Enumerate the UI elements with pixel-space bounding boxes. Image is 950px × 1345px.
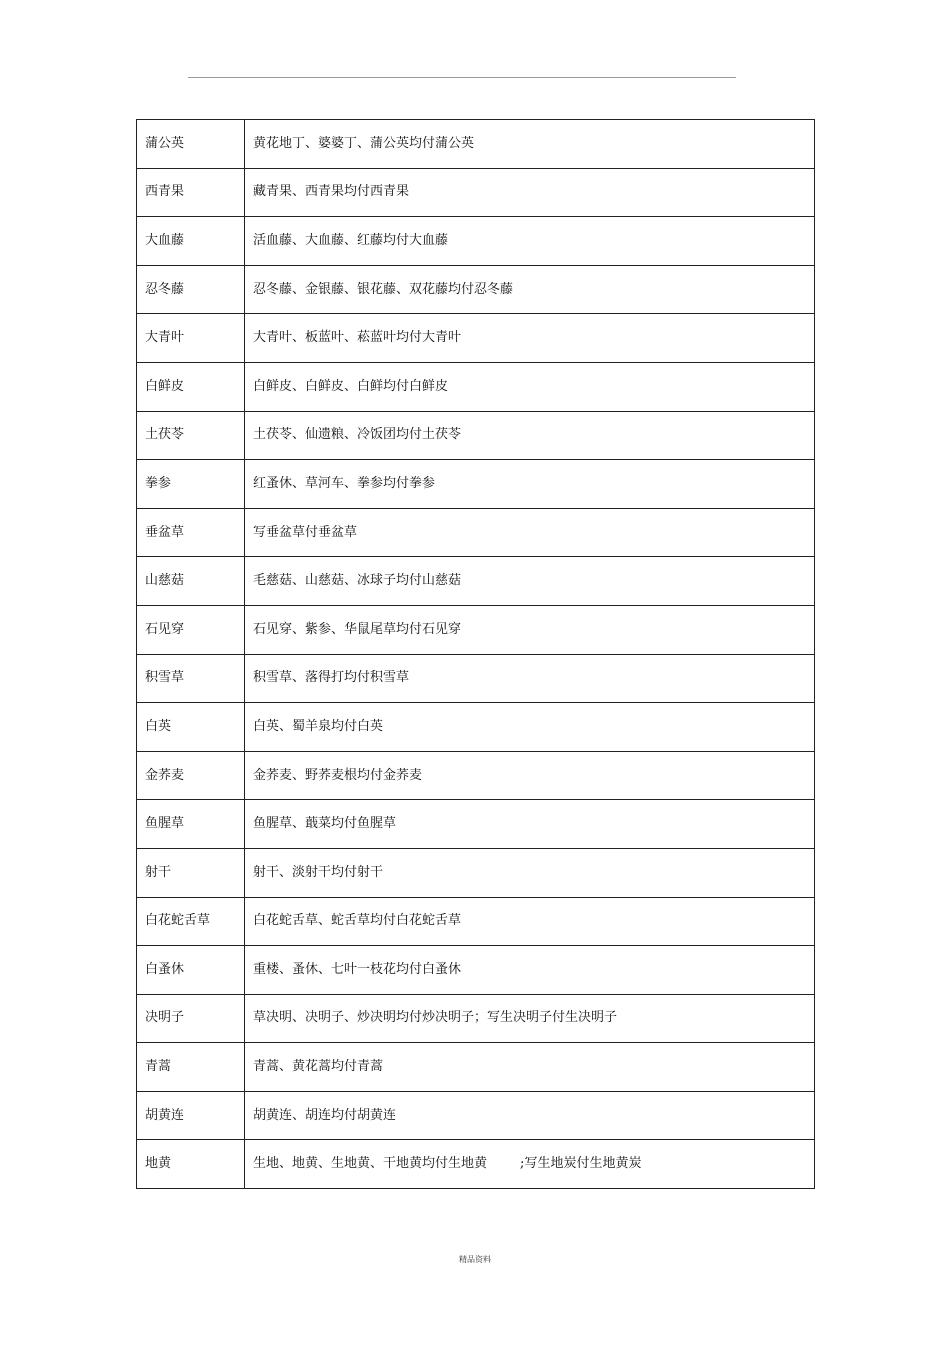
table-row [137, 605, 815, 654]
herb-substitution-cell: 白鲜皮、白鲜皮、白鲜均付白鲜皮 [245, 362, 815, 411]
table-row [137, 1091, 815, 1140]
herb-table-body [137, 120, 815, 1189]
herb-name-cell: 白花蛇舌草 [137, 897, 245, 946]
herb-substitution-cell: 活血藤、大血藤、红藤均付大血藤 [245, 217, 815, 266]
herb-substitution-cell: 大青叶、板蓝叶、菘蓝叶均付大青叶 [245, 314, 815, 363]
herb-name-cell: 西青果 [137, 168, 245, 217]
herb-name-cell: 决明子 [137, 994, 245, 1043]
herb-name-cell: 垂盆草 [137, 508, 245, 557]
table-row [137, 1140, 815, 1189]
herb-substitution-cell: 积雪草、落得打均付积雪草 [245, 654, 815, 703]
herb-substitution-cell: 石见穿、紫参、华鼠尾草均付石见穿 [245, 605, 815, 654]
herb-name-cell: 拳参 [137, 460, 245, 509]
herb-name-cell: 大血藤 [137, 217, 245, 266]
table-row [137, 994, 815, 1043]
herb-name-cell: 地黄 [137, 1140, 245, 1189]
table-row [137, 703, 815, 752]
herb-table [136, 119, 815, 1189]
header-rule [188, 77, 736, 78]
table-row [137, 508, 815, 557]
herb-substitution-cell: 鱼腥草、蕺菜均付鱼腥草 [245, 800, 815, 849]
herb-substitution-cell: 藏青果、西青果均付西青果 [245, 168, 815, 217]
herb-substitution-cell: 黄花地丁、婆婆丁、蒲公英均付蒲公英 [245, 120, 815, 169]
herb-name-cell: 积雪草 [137, 654, 245, 703]
table-row [137, 168, 815, 217]
herb-name-cell: 白蚤休 [137, 946, 245, 995]
herb-substitution-cell: 草决明、决明子、炒决明均付炒决明子；写生决明子付生决明子 [245, 994, 815, 1043]
herb-name-cell: 青蒿 [137, 1043, 245, 1092]
table-row [137, 751, 815, 800]
table-row [137, 800, 815, 849]
herb-name-cell: 山慈菇 [137, 557, 245, 606]
table-row [137, 217, 815, 266]
page-footer: 精品资料 [459, 1255, 491, 1264]
table-row [137, 460, 815, 509]
herb-name-cell: 蒲公英 [137, 120, 245, 169]
table-row [137, 946, 815, 995]
herb-substitution-cell: 白英、蜀羊泉均付白英 [245, 703, 815, 752]
table-row [137, 120, 815, 169]
table-row [137, 265, 815, 314]
herb-name-cell: 金荞麦 [137, 751, 245, 800]
table-row [137, 897, 815, 946]
herb-substitution-cell: 金荞麦、野荞麦根均付金荞麦 [245, 751, 815, 800]
herb-substitution-cell: 生地、地黄、生地黄、干地黄均付生地黄 ;写生地炭付生地黄炭 [245, 1140, 815, 1189]
herb-substitution-cell: 射干、淡射干均付射干 [245, 848, 815, 897]
table-row [137, 654, 815, 703]
herb-substitution-cell: 青蒿、黄花蒿均付青蒿 [245, 1043, 815, 1092]
herb-name-cell: 忍冬藤 [137, 265, 245, 314]
table-row [137, 557, 815, 606]
herb-substitution-cell: 重楼、蚤休、七叶一枝花均付白蚤休 [245, 946, 815, 995]
herb-name-cell: 鱼腥草 [137, 800, 245, 849]
herb-name-cell: 土茯苓 [137, 411, 245, 460]
herb-substitution-cell: 毛慈菇、山慈菇、冰球子均付山慈菇 [245, 557, 815, 606]
herb-substitution-cell: 忍冬藤、金银藤、银花藤、双花藤均付忍冬藤 [245, 265, 815, 314]
herb-substitution-cell: 胡黄连、胡连均付胡黄连 [245, 1091, 815, 1140]
herb-name-cell: 胡黄连 [137, 1091, 245, 1140]
herb-substitution-cell: 白花蛇舌草、蛇舌草均付白花蛇舌草 [245, 897, 815, 946]
herb-substitution-cell: 红蚤休、草河车、拳参均付拳参 [245, 460, 815, 509]
herb-name-cell: 石见穿 [137, 605, 245, 654]
table-row [137, 411, 815, 460]
herb-name-cell: 大青叶 [137, 314, 245, 363]
herb-substitution-cell: 写垂盆草付垂盆草 [245, 508, 815, 557]
table-row [137, 362, 815, 411]
herb-name-cell: 白英 [137, 703, 245, 752]
herb-substitution-cell: 土茯苓、仙遗粮、冷饭团均付土茯苓 [245, 411, 815, 460]
herb-name-cell: 白鲜皮 [137, 362, 245, 411]
table-row [137, 848, 815, 897]
herb-name-cell: 射干 [137, 848, 245, 897]
table-row [137, 1043, 815, 1092]
table-row [137, 314, 815, 363]
